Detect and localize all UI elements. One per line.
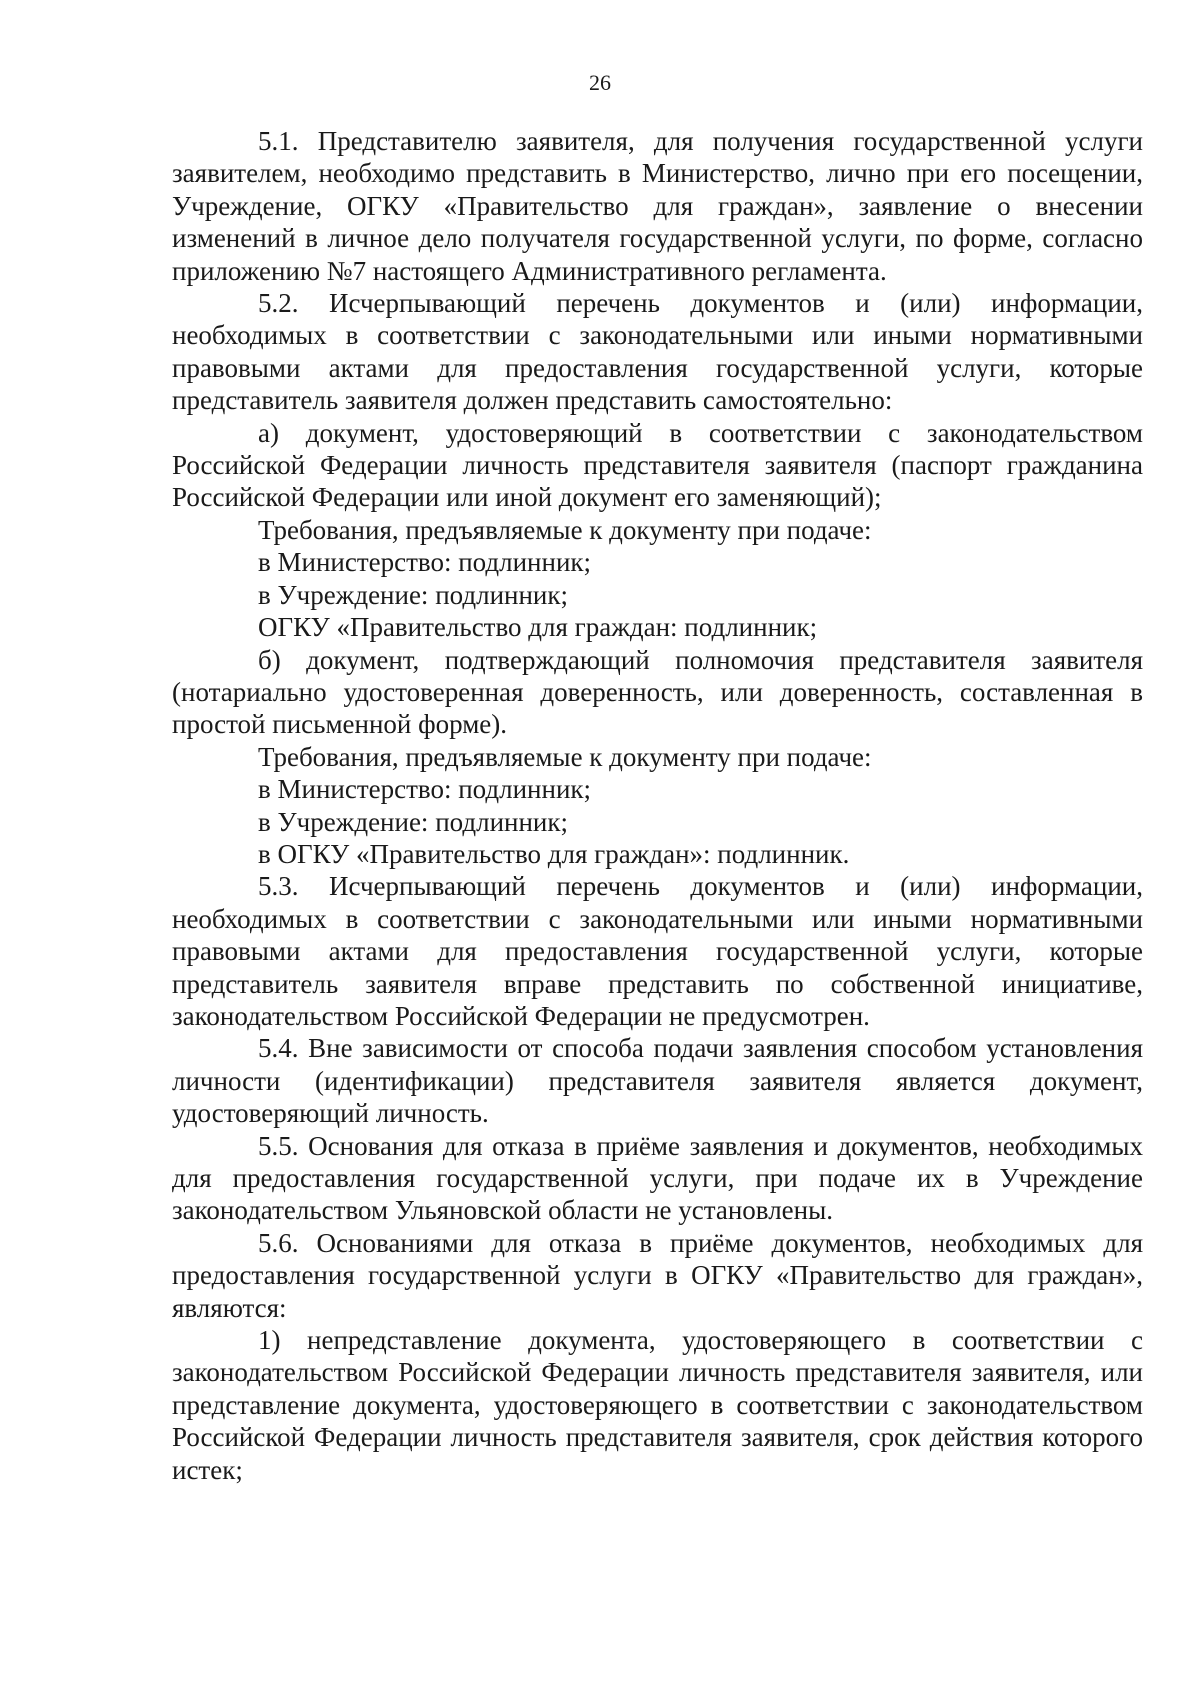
requirement-ogku-b: в ОГКУ «Правительство для граждан»: подлинник. bbox=[258, 838, 850, 869]
paragraph-5-2: 5.2. Исчерпывающий перечень документов и (или) информации, необходимых в соответствии с законодательными или иными нормативными правовыми актами для предоставления государственной услуги, которые представитель заявителя должен представить самостоятельно: bbox=[172, 288, 1143, 416]
requirements-heading-a: Требования, предъявляемые к документу при подаче: bbox=[258, 514, 872, 545]
paragraph-5-6: 5.6. Основаниями для отказа в приёме документов, необходимых для предоставления государственной услуги в ОГКУ «Правительство для граждан», являются: bbox=[172, 1227, 1143, 1323]
paragraph-5-3: 5.3. Исчерпывающий перечень документов и (или) информации, необходимых в соответствии с законодательными или иными нормативными правовыми актами для предоставления государственной услуги, которые представитель заявителя вправе представить по собственной инициативе, законодательством Российской Федерации не предусмотрен. bbox=[172, 871, 1143, 1031]
paragraph-5-6-1: 1) непредставление документа, удостоверяющего в соответствии с законодательством Российской Федерации личность представителя заявителя, или представление документа, удостоверяющего в соответствии с законодательством Российской Федерации личность представителя заявителя, срок действия которого истек; bbox=[172, 1325, 1143, 1485]
paragraph-5-5: 5.5. Основания для отказа в приёме заявления и документов, необходимых для предоставления государственной услуги, при подаче их в Учреждение законодательством Ульяновской области не установлены. bbox=[172, 1130, 1143, 1226]
requirement-ministry-a: в Министерство: подлинник; bbox=[258, 547, 592, 578]
requirement-institution-b: в Учреждение: подлинник; bbox=[258, 806, 568, 837]
document-body bbox=[172, 125, 1143, 1486]
paragraph-5-2-a: а) документ, удостоверяющий в соответствии с законодательством Российской Федерации личность представителя заявителя (паспорт гражданина Российской Федерации или иной документ его заменяющий); bbox=[172, 417, 1143, 513]
requirement-ogku-a: ОГКУ «Правительство для граждан: подлинник; bbox=[258, 612, 818, 643]
requirement-institution-a: в Учреждение: подлинник; bbox=[258, 579, 568, 610]
paragraph-5-1: 5.1. Представителю заявителя, для получения государственной услуги заявителем, необходимо представить в Министерство, лично при его посещении, Учреждение, ОГКУ «Правительство для граждан», заявление о внесении изменений в личное дело получателя государственной услуги, по форме, согласно приложению №7 настоящего Административного регламента. bbox=[172, 126, 1143, 286]
requirement-ministry-b: в Министерство: подлинник; bbox=[258, 774, 592, 805]
requirements-heading-b: Требования, предъявляемые к документу при подаче: bbox=[258, 741, 872, 772]
paragraph-5-4: 5.4. Вне зависимости от способа подачи заявления способом установления личности (идентификации) представителя заявителя является документ, удостоверяющий личность. bbox=[172, 1033, 1143, 1129]
paragraph-5-2-b: б) документ, подтверждающий полномочия представителя заявителя (нотариально удостоверенная доверенность, или доверенность, составленная в простой письменной форме). bbox=[172, 644, 1143, 740]
page-number: 26 bbox=[589, 70, 611, 95]
